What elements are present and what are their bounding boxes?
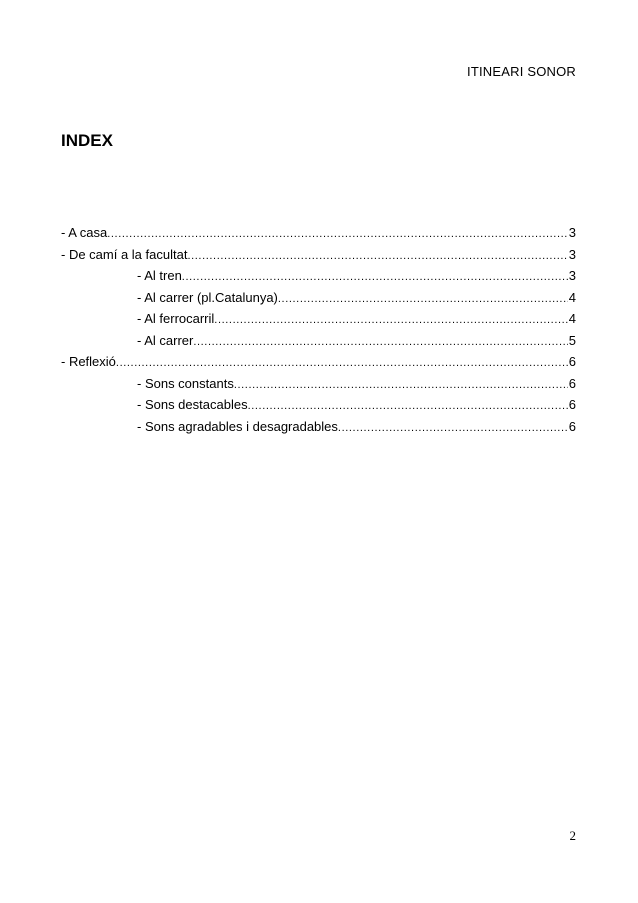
toc-entry-al-carrer [61,330,576,352]
toc-entry-page: 3 [568,225,576,240]
toc-entry-sons-destacables [61,394,576,416]
toc-dot-leader [116,353,568,373]
toc-entry-al-tren [61,265,576,287]
index-heading: INDEX [61,131,113,150]
toc-dot-leader [107,224,568,244]
toc-entry-label: - De camí a la facultat [61,246,188,262]
toc-dot-leader [278,289,568,309]
toc-entry-label: - Al carrer (pl.Catalunya) [137,289,278,305]
toc-entry-label: - Al tren [137,268,182,283]
toc-dot-leader [193,332,567,352]
page-number: 2 [569,828,576,843]
toc-dot-leader [187,246,567,266]
toc-entry-page: 6 [568,354,576,369]
toc-entry-page: 6 [568,418,576,434]
toc-entry-page: 6 [568,375,576,391]
toc-entry-al-ferrocarril [61,308,576,330]
toc-entry-reflexio [61,351,576,373]
toc-dot-leader [338,418,568,438]
toc-dot-leader [234,375,568,395]
toc-entry-label: - Al ferrocarril [137,311,215,326]
toc-entry-a-casa [61,222,576,244]
toc-entry-page: 5 [568,332,576,348]
running-header: ITINEARI SONOR [467,64,576,79]
toc-entry-al-carrer-pl-catalunya [61,287,576,309]
table-of-contents [61,222,576,437]
toc-entry-label: - Reflexió [61,354,116,369]
toc-dot-leader [248,396,568,416]
toc-dot-leader [214,310,567,330]
toc-entry-page: 6 [568,397,576,412]
toc-entry-de-cami-a-la-facultat [61,244,576,266]
toc-entry-sons-constants [61,373,576,395]
toc-entry-page: 4 [568,311,576,326]
toc-entry-label: - Sons destacables [137,397,248,412]
toc-dot-leader [182,267,568,287]
toc-entry-label: - Sons agradables i desagradables [137,418,338,434]
toc-entry-page: 3 [568,246,576,262]
toc-entry-sons-agradables-i-desagradables [61,416,576,438]
toc-entry-page: 3 [568,268,576,283]
toc-entry-page: 4 [568,289,576,305]
toc-entry-label: - Al carrer [137,332,194,348]
toc-entry-label: - A casa [61,225,108,240]
toc-entry-label: - Sons constants [137,375,234,391]
